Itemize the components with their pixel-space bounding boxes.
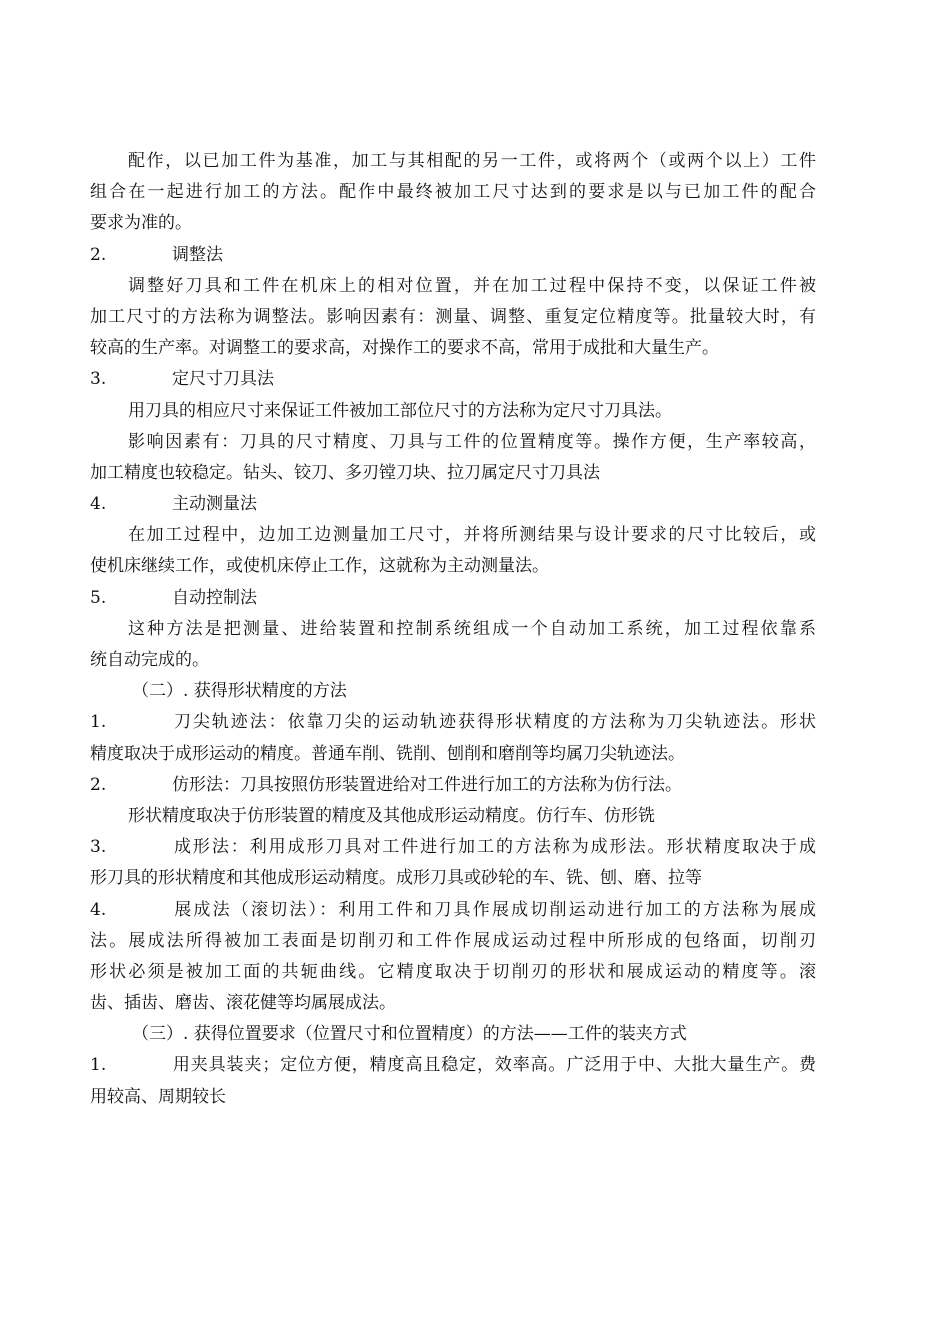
paragraph-line: 这种方法是把测量、进给装置和控制系统组成一个自动加工系统，加工过程依靠系: [128, 618, 816, 639]
list-item-text: 成形法：利用成形刀具对工件进行加工的方法称为成形法。形状精度取决于成: [172, 837, 816, 858]
heading-fixed-size-tool-method: [90, 364, 816, 395]
list-item-line: [90, 832, 816, 863]
list-item-number: 3.: [90, 837, 107, 858]
heading-number: 3.: [90, 369, 107, 390]
paragraph-line: 使机床继续工作，或使机床停止工作，这就称为主动测量法。: [90, 556, 549, 577]
list-item-number: 1.: [90, 712, 107, 733]
paragraph-line: 要求为准的。: [90, 213, 192, 234]
list-item-text: 仿形法：刀具按照仿形装置进给对工件进行加工的方法称为仿行法。: [172, 774, 682, 795]
list-item-number: 4.: [90, 899, 107, 920]
list-item-line: 齿、插齿、磨齿、滚花健等均属展成法。: [90, 993, 396, 1014]
list-item-text: 展成法（滚切法）：利用工件和刀具作展成切削运动进行加工的方法称为展成: [172, 899, 816, 920]
paragraph-line: 加工精度也较稳定。钻头、铰刀、多刃镗刀块、拉刀属定尺寸刀具法: [90, 462, 600, 483]
paragraph-line: 影响因素有：刀具的尺寸精度、刀具与工件的位置精度等。操作方便，生产率较高，: [128, 431, 816, 452]
paragraph-line: 在加工过程中，边加工边测量加工尺寸，并将所测结果与设计要求的尺寸比较后，或: [128, 525, 816, 546]
paragraph-line: 组合在一起进行加工的方法。配作中最终被加工尺寸达到的要求是以与已加工件的配合: [90, 182, 816, 203]
paragraph-line: 配作，以已加工件为基准，加工与其相配的另一工件，或将两个（或两个以上）工件: [128, 151, 816, 171]
paragraph-line: 形状精度取决于仿形装置的精度及其他成形运动精度。仿行车、仿形铣: [128, 805, 655, 826]
heading-active-measurement-method: [90, 489, 816, 520]
heading-title: 定尺寸刀具法: [172, 369, 274, 390]
list-item-line: [90, 1050, 816, 1081]
list-item-line: 法。展成法所得被加工表面是切削刃和工件作展成运动过程中所形成的包络面，切削刃: [90, 930, 816, 951]
heading-number: 2.: [90, 244, 107, 265]
list-item-text: 用夹具装夹；定位方便，精度高且稳定，效率高。广泛用于中、大批大量生产。费: [172, 1055, 816, 1076]
paragraph-line: 调整好刀具和工件在机床上的相对位置，并在加工过程中保持不变，以保证工件被: [128, 275, 816, 296]
list-item-text: 刀尖轨迹法：依靠刀尖的运动轨迹获得形状精度的方法称为刀尖轨迹法。形状: [172, 712, 816, 733]
heading-number: 4.: [90, 494, 107, 515]
list-item-line: 形状必须是被加工面的共轭曲线。它精度取决于切削刃的形状和展成运动的精度等。滚: [90, 961, 816, 982]
list-item-line: [90, 770, 816, 801]
paragraph-line: 统自动完成的。: [90, 650, 209, 670]
list-item-line: 精度取决于成形运动的精度。普通车削、铣削、刨削和磨削等均属刀尖轨迹法。: [90, 743, 685, 764]
list-item-line: 用较高、周期较长: [90, 1086, 226, 1107]
heading-number: 5.: [90, 587, 107, 608]
heading-title: 调整法: [172, 244, 223, 265]
heading-adjustment-method: [90, 240, 816, 271]
heading-automatic-control-method: [90, 583, 816, 614]
list-item-line: [90, 895, 816, 926]
paragraph-line: 用刀具的相应尺寸来保证工件被加工部位尺寸的方法称为定尺寸刀具法。: [128, 400, 672, 421]
heading-title: 主动测量法: [172, 494, 257, 515]
heading-title: 自动控制法: [172, 587, 257, 608]
list-item-number: 1.: [90, 1055, 107, 1076]
list-item-line: 形刀具的形状精度和其他成形运动精度。成形刀具或砂轮的车、铣、刨、磨、拉等: [90, 868, 702, 889]
list-item-number: 2.: [90, 774, 107, 795]
section-heading-shape-accuracy: （二）. 获得形状精度的方法: [132, 681, 347, 702]
paragraph-line: 较高的生产率。对调整工的要求高，对操作工的要求不高，常用于成批和大量生产。: [90, 338, 719, 359]
section-heading-position-requirements: （三）. 获得位置要求（位置尺寸和位置精度）的方法——工件的装夹方式: [132, 1024, 687, 1045]
list-item-line: [90, 707, 816, 738]
paragraph-line: 加工尺寸的方法称为调整法。影响因素有：测量、调整、重复定位精度等。批量较大时，有: [90, 306, 816, 327]
document-page: [90, 146, 816, 1113]
